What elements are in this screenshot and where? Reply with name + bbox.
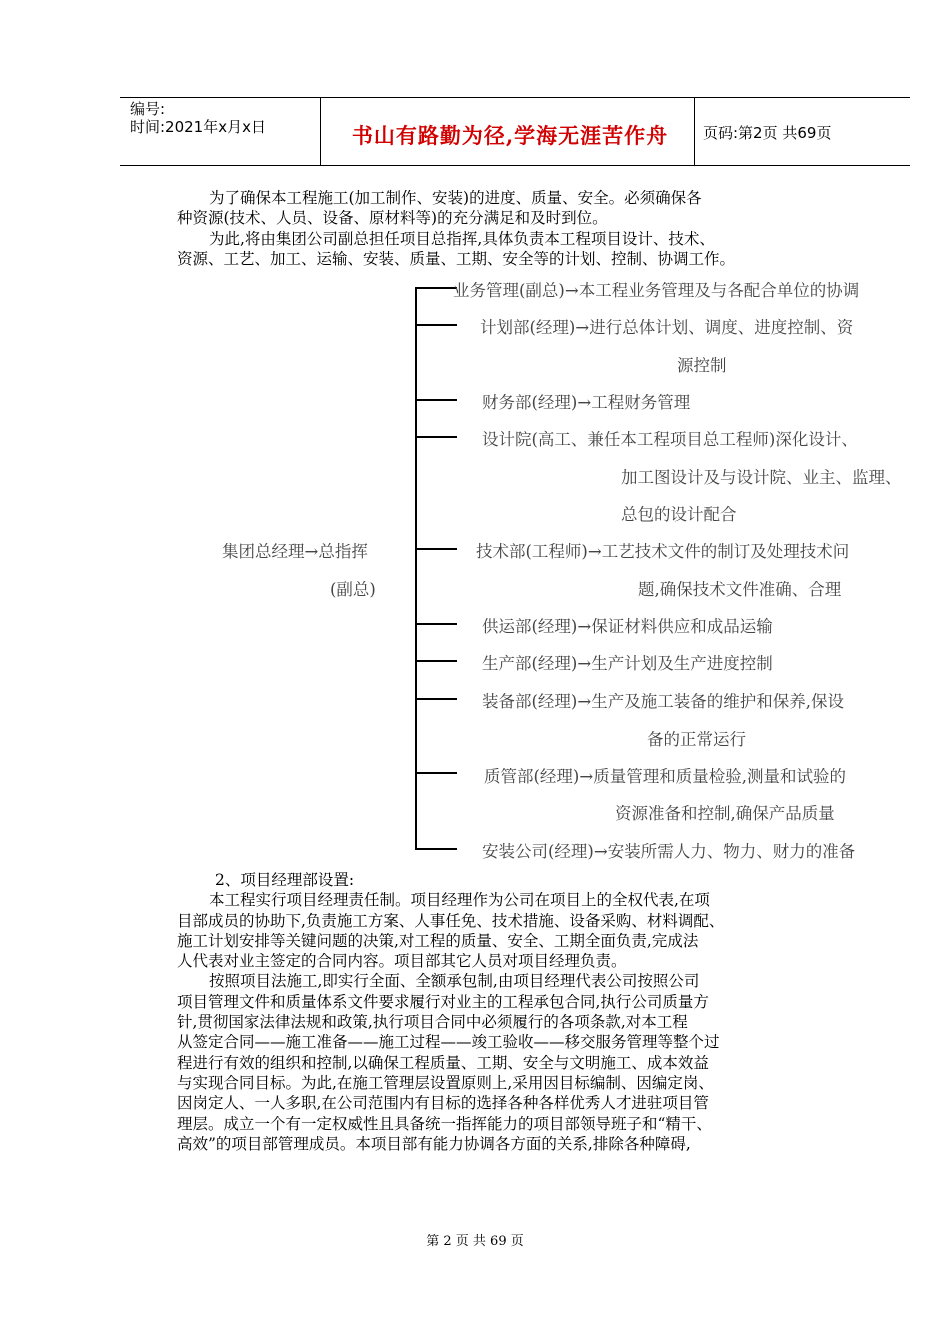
- org-branch-line: [415, 548, 457, 550]
- org-branch-line: [415, 848, 457, 850]
- org-branch-line: [415, 287, 457, 289]
- org-trunk-line: [415, 287, 417, 849]
- intro-line: 为此,将由集团公司副总担任项目总指挥,具体负责本工程项目设计、技术、: [209, 229, 715, 248]
- header-meta: [130, 100, 266, 136]
- org-item-quality: 质管部(经理)→质量管理和质量检验,测量和试验的: [484, 767, 846, 786]
- org-item-production: 生产部(经理)→生产计划及生产进度控制: [482, 654, 773, 673]
- header-divider: [320, 98, 321, 165]
- section2-line: 项目管理文件和质量体系文件要求履行对业主的工程承包合同,执行公司质量方: [177, 992, 709, 1011]
- header-motto: 书山有路勤为径,学海无涯苦作舟: [351, 123, 669, 148]
- org-item-tech-cont: 题,确保技术文件准确、合理: [638, 580, 842, 599]
- page-footer: 第 2 页 共 69 页: [426, 1234, 524, 1249]
- org-item-installation: 安装公司(经理)→安装所需人力、物力、财力的准备: [482, 842, 856, 861]
- org-item-finance: 财务部(经理)→工程财务管理: [482, 393, 691, 412]
- org-root-title: 集团总经理→总指挥: [222, 542, 368, 561]
- section2-line: 目部成员的协助下,负责施工方案、人事任免、技术措施、设备采购、材料调配、: [177, 911, 725, 930]
- org-branch-line: [415, 623, 457, 625]
- section2-line: 高效”的项目部管理成员。本项目部有能力协调各方面的关系,排除各种障碍,: [177, 1134, 691, 1153]
- section2-line: 本工程实行项目经理责任制。项目经理作为公司在项目上的全权代表,在项: [209, 891, 710, 910]
- section2-line: 从签定合同——施工准备——施工过程——竣工验收——移交服务管理等整个过: [177, 1033, 720, 1052]
- org-item-business: 业务管理(副总)→本工程业务管理及与各配合单位的协调: [453, 281, 860, 300]
- org-item-equipment: 装备部(经理)→生产及施工装备的维护和保养,保设: [482, 692, 844, 711]
- header-page-info: 页码:第2页 共69页: [703, 124, 832, 142]
- org-item-design-cont: 总包的设计配合: [621, 505, 737, 524]
- org-branch-line: [415, 399, 457, 401]
- org-branch-line: [415, 436, 457, 438]
- org-branch-line: [415, 660, 457, 662]
- org-branch-line: [415, 772, 457, 774]
- org-item-equipment-cont: 备的正常运行: [647, 730, 746, 749]
- org-item-planning-cont: 源控制: [677, 356, 727, 375]
- time-label: 时间:2021年x月x日: [130, 118, 266, 136]
- page-header: [120, 97, 910, 166]
- section2-line: 因岗定人、一人多职,在公司范围内有目标的选择各种各样优秀人才进驻项目管: [177, 1094, 709, 1113]
- section2-line: 与实现合同目标。为此,在施工管理层设置原则上,采用因目标编制、因编定岗、: [177, 1073, 714, 1092]
- section2-heading: 2、项目经理部设置:: [215, 871, 355, 889]
- org-item-design: 设计院(高工、兼任本工程项目总工程师)深化设计、: [482, 430, 858, 449]
- org-item-design-cont: 加工图设计及与设计院、业主、监理、: [621, 468, 902, 487]
- org-branch-line: [415, 698, 457, 700]
- org-root-subtitle: (副总): [330, 580, 376, 599]
- number-label: 编号:: [130, 100, 166, 118]
- org-item-quality-cont: 资源准备和控制,确保产品质量: [615, 804, 835, 823]
- org-item-planning: 计划部(经理)→进行总体计划、调度、进度控制、资: [480, 318, 854, 337]
- org-item-tech: 技术部(工程师)→工艺技术文件的制订及处理技术问: [476, 542, 850, 561]
- section2-line: 按照项目法施工,即实行全面、全额承包制,由项目经理代表公司按照公司: [209, 972, 700, 991]
- section2-line: 针,贯彻国家法律法规和政策,执行项目合同中必须履行的各项条款,对本工程: [177, 1013, 688, 1032]
- intro-line: 为了确保本工程施工(加工制作、安装)的进度、质量、安全。必须确保各: [209, 189, 702, 207]
- section2-text: [177, 870, 867, 1154]
- intro-line: 资源、工艺、加工、运输、安装、质量、工期、安全等的计划、控制、协调工作。: [177, 249, 736, 268]
- section2-line: 程进行有效的组织和控制,以确保工程质量、工期、安全与文明施工、成本效益: [177, 1053, 709, 1072]
- org-item-supply: 供运部(经理)→保证材料供应和成品运输: [482, 617, 773, 636]
- section2-line: 人代表对业主签定的合同内容。项目部其它人员对项目经理负责。: [177, 952, 627, 971]
- section2-line: 施工计划安排等关键问题的决策,对工程的质量、安全、工期全面负责,完成法: [177, 931, 699, 950]
- intro-line: 种资源(技术、人员、设备、原材料等)的充分满足和及时到位。: [177, 209, 608, 228]
- org-branch-line: [415, 324, 457, 326]
- section2-line: 理层。成立一个有一定权威性且具备统一指挥能力的项目部领导班子和“精干、: [177, 1114, 712, 1133]
- intro-text: [177, 188, 867, 269]
